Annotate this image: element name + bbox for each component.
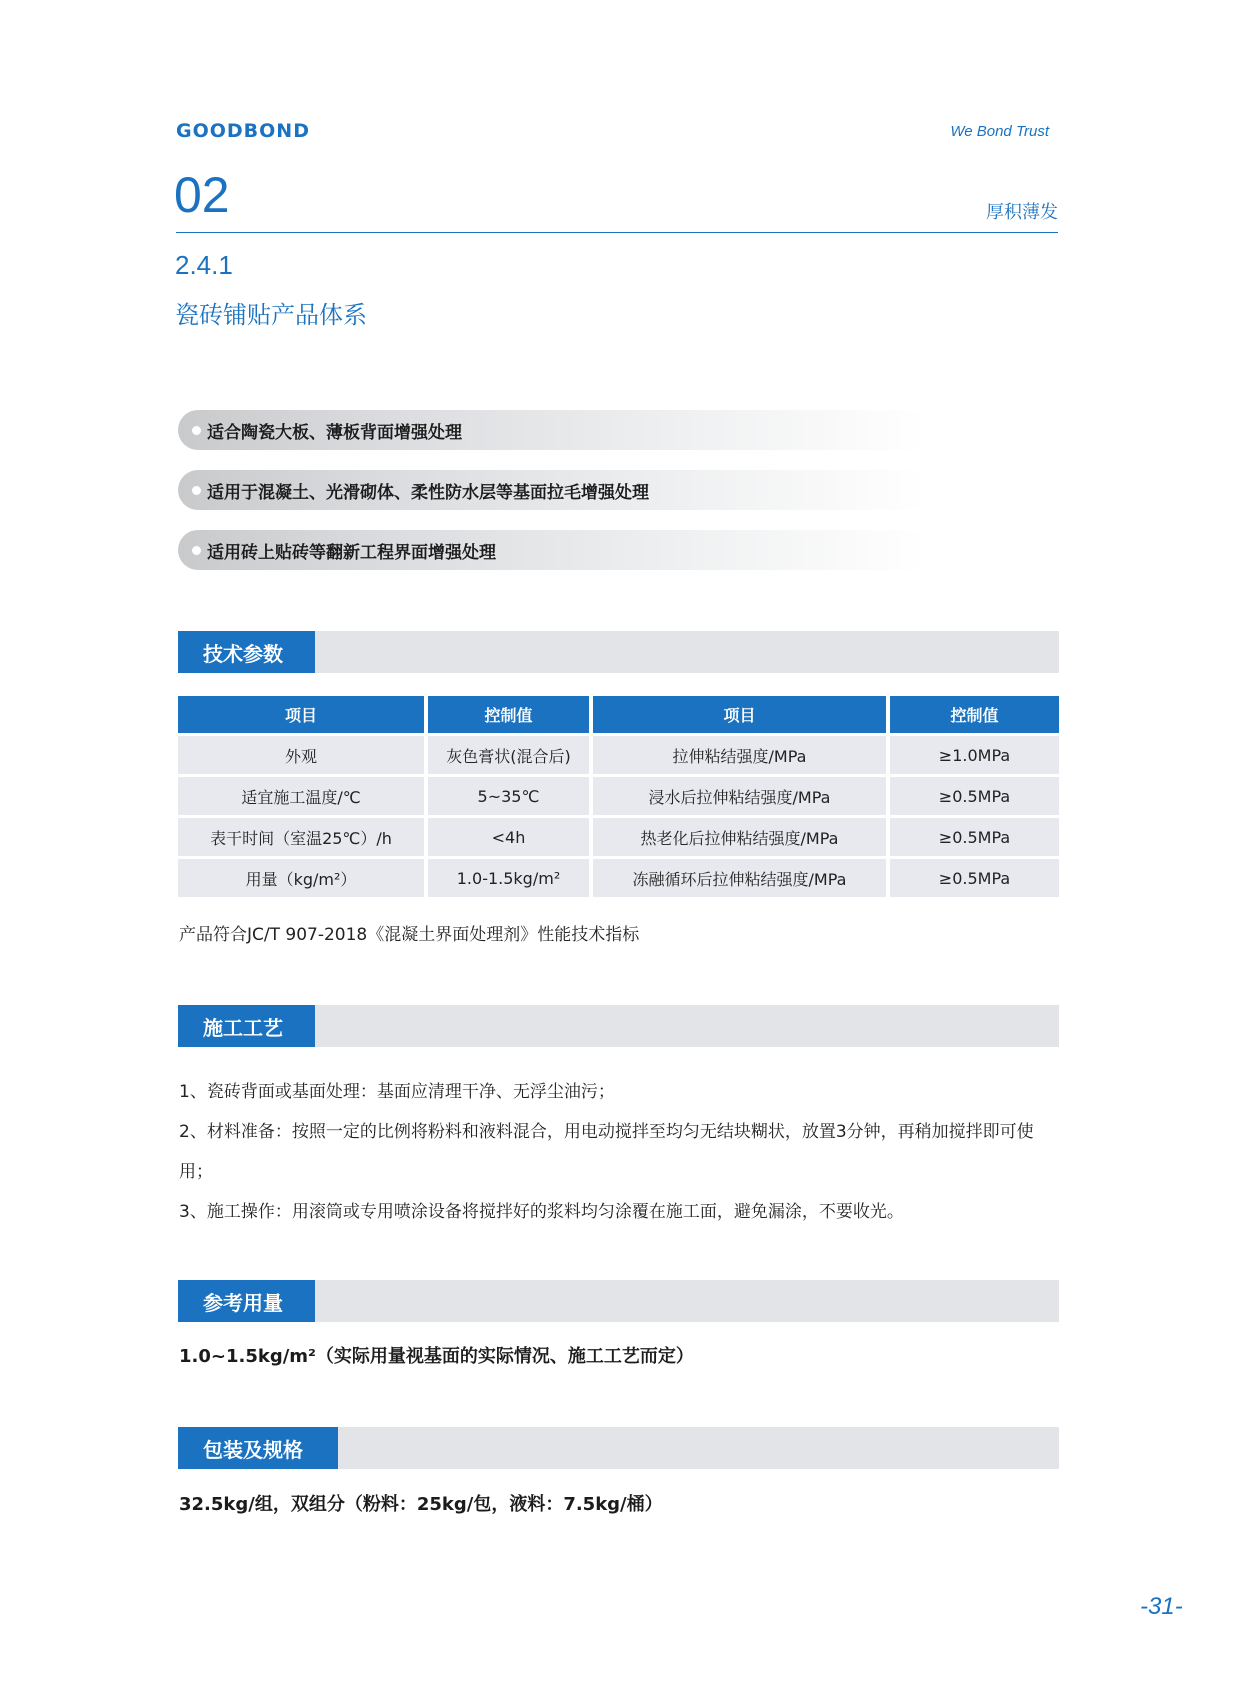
process-step: 3、施工操作：用滚筒或专用喷涂设备将搅拌好的浆料均匀涂覆在施工面，避免漏涂，不要收光。 bbox=[179, 1202, 904, 1222]
table-cell: ≥0.5MPa bbox=[890, 859, 1059, 900]
usage-label: 参考用量 bbox=[178, 1280, 315, 1322]
packing-text: 32.5kg/组，双组分（粉料：25kg/包，液料：7.5kg/桶） bbox=[179, 1494, 663, 1515]
brand-logo: GOODBOND bbox=[176, 120, 310, 142]
feature-text: 适用砖上贴砖等翻新工程界面增强处理 bbox=[207, 542, 496, 563]
usage-text: 1.0~1.5kg/m²（实际用量视基面的实际情况、施工工艺而定） bbox=[179, 1346, 694, 1367]
table-header-cell: 控制值 bbox=[890, 696, 1059, 736]
table-row bbox=[178, 777, 1059, 818]
table-cell: 灰色膏状(混合后) bbox=[428, 736, 593, 777]
tech-params-header-bar bbox=[178, 631, 1059, 673]
process-step: 1、瓷砖背面或基面处理：基面应清理干净、无浮尘油污； bbox=[179, 1082, 615, 1102]
table-row bbox=[178, 818, 1059, 859]
bullet-icon bbox=[192, 426, 201, 435]
tech-params-table bbox=[178, 696, 1059, 900]
section-number: 2.4.1 bbox=[175, 250, 233, 280]
packing-label: 包装及规格 bbox=[178, 1427, 338, 1469]
bullet-icon bbox=[192, 546, 201, 555]
table-cell: 适宜施工温度/℃ bbox=[178, 777, 428, 818]
section-title: 瓷砖铺贴产品体系 bbox=[175, 301, 367, 329]
table-cell: 5~35℃ bbox=[428, 777, 593, 818]
table-cell: 热老化后拉伸粘结强度/MPa bbox=[593, 818, 890, 859]
table-cell: 用量（kg/m²） bbox=[178, 859, 428, 900]
feature-item bbox=[178, 410, 928, 450]
table-header-cell: 控制值 bbox=[428, 696, 593, 736]
table-cell: ≥0.5MPa bbox=[890, 818, 1059, 859]
feature-item bbox=[178, 530, 928, 570]
table-cell: 浸水后拉伸粘结强度/MPa bbox=[593, 777, 890, 818]
chapter-divider bbox=[176, 232, 1058, 233]
table-cell: 外观 bbox=[178, 736, 428, 777]
feature-text: 适合陶瓷大板、薄板背面增强处理 bbox=[207, 422, 462, 443]
chapter-number: 02 bbox=[174, 167, 230, 223]
table-cell: ≥0.5MPa bbox=[890, 777, 1059, 818]
table-cell: 冻融循环后拉伸粘结强度/MPa bbox=[593, 859, 890, 900]
process-step: 2、材料准备：按照一定的比例将粉料和液料混合，用电动搅拌至均匀无结块糊状，放置3分钟，再稍加搅拌即可使用； bbox=[179, 1122, 1034, 1182]
process-label: 施工工艺 bbox=[178, 1005, 315, 1047]
usage-header-bar bbox=[178, 1280, 1059, 1322]
bullet-icon bbox=[192, 486, 201, 495]
table-cell: 表干时间（室温25℃）/h bbox=[178, 818, 428, 859]
chapter-title: 厚积薄发 bbox=[986, 202, 1058, 223]
table-header-cell: 项目 bbox=[178, 696, 428, 736]
brand-tagline: We Bond Trust bbox=[950, 123, 1049, 140]
table-cell: 1.0-1.5kg/m² bbox=[428, 859, 593, 900]
packing-header-bar bbox=[178, 1427, 1059, 1469]
table-row bbox=[178, 859, 1059, 900]
table-header-cell: 项目 bbox=[593, 696, 890, 736]
process-header-bar bbox=[178, 1005, 1059, 1047]
table-cell: 拉伸粘结强度/MPa bbox=[593, 736, 890, 777]
standard-note: 产品符合JC/T 907-2018《混凝土界面处理剂》性能技术指标 bbox=[179, 925, 640, 945]
table-cell: ≥1.0MPa bbox=[890, 736, 1059, 777]
process-steps bbox=[179, 1072, 1059, 1232]
table-cell: <4h bbox=[428, 818, 593, 859]
feature-text: 适用于混凝土、光滑砌体、柔性防水层等基面拉毛增强处理 bbox=[207, 482, 649, 503]
feature-item bbox=[178, 470, 928, 510]
tech-params-label: 技术参数 bbox=[178, 631, 315, 673]
table-header-row bbox=[178, 696, 1059, 736]
table-row bbox=[178, 736, 1059, 777]
page-number: -31- bbox=[1140, 1593, 1183, 1620]
